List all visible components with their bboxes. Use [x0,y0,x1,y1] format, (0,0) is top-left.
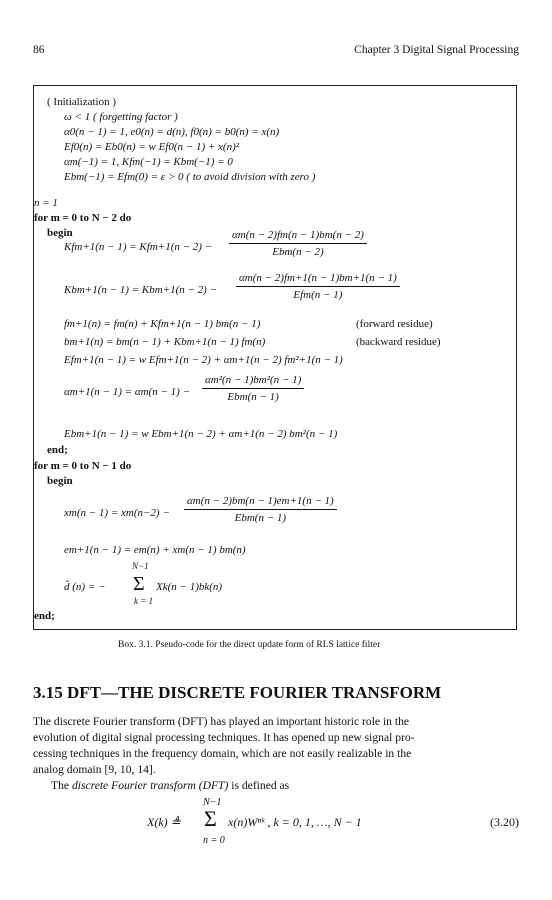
fraction-numerator: αm(n − 2)fm(n − 1)bm(n − 2) [229,229,367,244]
sum-upper-limit: N−1 [132,561,149,571]
code-line: αm(−1) = 1, Kfm(−1) = Kbm(−1) = 0 [64,156,233,168]
paragraph-line: analog domain [9, 10, 14]. [33,763,156,776]
code-line: Ef0(n) = Eb0(n) = w Ef0(n − 1) + x(n)² [64,141,240,153]
summation-symbol: Σ [133,573,145,595]
code-line: em+1(n − 1) = em(n) + xm(n − 1) bm(n) [64,544,246,556]
equation-body: x(n)Wⁿᵏ , k = 0, 1, …, N − 1 [228,815,362,829]
fraction-denominator: Ebm(n − 2) [272,246,324,258]
code-comment: (backward residue) [356,336,441,348]
code-keyword-line: begin [47,475,73,487]
paragraph-text: is defined as [228,779,290,792]
fraction-denominator: Ebm(n − 1) [227,391,279,403]
code-keyword-line: for m = 0 to N − 1 do [34,460,132,472]
fraction-numerator: αm²(n − 1)bm²(n − 1) [202,374,304,389]
fraction [236,272,400,301]
code-line: d̂ (n) = − [64,581,106,593]
code-line: ( Initialization ) [47,96,117,108]
section-title: 3.15 DFT—THE DISCRETE FOURIER TRANSFORM [33,683,442,702]
body-paragraph [33,714,519,778]
code-keyword-line: for m = 0 to N − 2 do [34,212,132,224]
code-comment: (forward residue) [356,318,433,330]
fraction-denominator: Ebm(n − 1) [234,512,287,524]
code-line: Xk(n − 1)bk(n) [156,581,223,593]
body-paragraph [33,778,519,794]
sum-lower-limit: n = 0 [203,835,225,846]
code-line: αm+1(n − 1) = αm(n − 1) − [64,386,190,398]
fraction-denominator: Efm(n − 1) [293,289,343,301]
code-keyword-line: begin [47,227,73,239]
code-line: Kfm+1(n − 1) = Kfm+1(n − 2) − [64,241,213,253]
code-line: bm+1(n) = bm(n − 1) + Kbm+1(n − 1) fm(n) [64,336,266,348]
code-line: ω < 1 ( forgetting factor ) [64,111,178,123]
equation-number: (3.20) [490,815,519,829]
equation-lhs: X(k) ≜ [147,815,181,829]
code-line: Efm+1(n − 1) = w Efm+1(n − 2) + αm+1(n − 2) fm²+1(n − 1) [64,354,343,366]
fraction-numerator: αm(n − 2)fm+1(n − 1)bm+1(n − 1) [236,272,400,287]
paragraph-emphasis: discrete Fourier transform (DFT) [71,779,229,792]
page-number: 86 [33,44,45,56]
paragraph-line: The discrete Fourier transform (DFT) has played an important historic role in the [33,715,410,728]
paragraph-line: evolution of digital signal processing techniques. It has opened up new signal pro- [33,731,415,744]
code-keyword-line: end; [34,610,55,622]
code-keyword-line: end; [47,444,68,456]
code-line: Ebm+1(n − 1) = w Ebm+1(n − 2) + αm+1(n − 2) bm²(n − 1) [64,428,338,440]
fraction-numerator: αm(n − 2)bm(n − 1)em+1(n − 1) [184,495,337,510]
summation-symbol: Σ [204,806,217,831]
sum-lower-limit: k = 1 [134,596,154,606]
fraction [184,495,337,524]
paragraph-text: The [51,779,72,792]
code-line: xm(n − 1) = xm(n−2) − [64,507,170,519]
paragraph-line: cessing techniques in the frequency domain, which are not easily realizable in the [33,747,412,760]
code-line: fm+1(n) = fm(n) + Kfm+1(n − 1) bm(n − 1) [64,318,261,330]
code-line: α0(n − 1) = 1, e0(n) = d(n), f0(n) = b0(n) = x(n) [64,126,280,138]
sum-upper-limit: N−1 [203,797,222,808]
fraction [229,229,367,258]
fraction [202,374,304,403]
pseudo-code-box [33,85,517,630]
chapter-title: Chapter 3 Digital Signal Processing [354,44,519,56]
code-line: Ebm(−1) = Efm(0) = ε > 0 ( to avoid division with zero ) [64,171,316,183]
code-line: Kbm+1(n − 1) = Kbm+1(n − 2) − [64,284,218,296]
box-caption: Box. 3.1. Pseudo-code for the direct update form of RLS lattice filter [118,640,381,650]
code-line: n = 1 [34,197,58,209]
